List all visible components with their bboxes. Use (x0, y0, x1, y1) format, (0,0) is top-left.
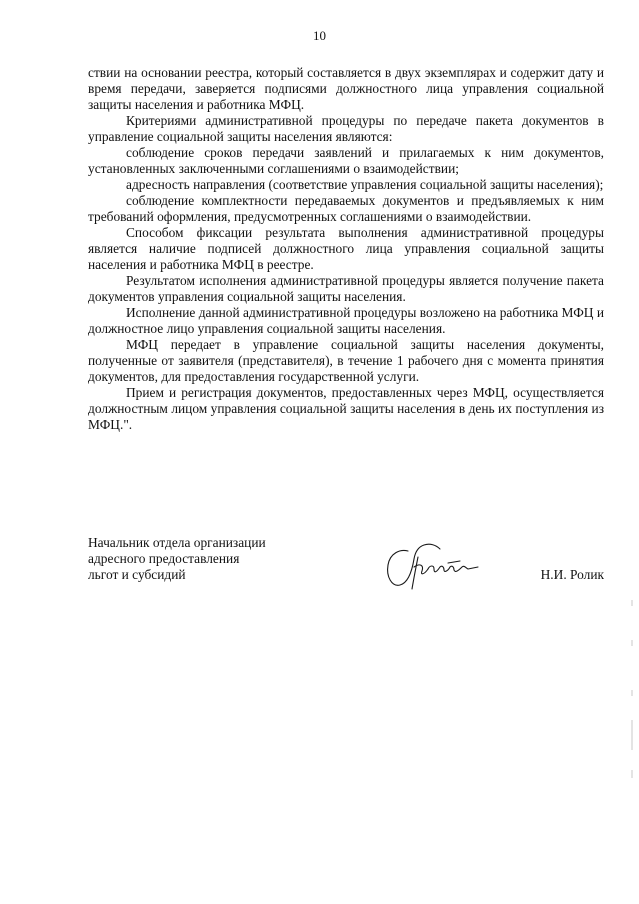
signer-position-line-1: Начальник отдела организации (88, 535, 266, 550)
signer-name: Н.И. Ролик (540, 567, 604, 582)
signer-position-line-3: льгот и субсидий (88, 567, 186, 582)
paragraph-4: адресность направления (соответствие управления социальной защиты населения); (126, 177, 604, 192)
signature-block (88, 535, 604, 583)
signer-position (88, 535, 604, 583)
paragraph-6: Способом фиксации результата выполнения административной процедуры является наличие подписей должностного лица управления социальной защиты населения и работника МФЦ в реестре. (88, 225, 604, 272)
paragraph-2: Критериями административной процедуры по передаче пакета документов в управление социальной защиты населения являются: (88, 113, 604, 144)
handwritten-signature (378, 537, 488, 597)
scan-margin-marks (629, 600, 635, 780)
paragraph-5: соблюдение комплектности передаваемых документов и предъявляемых к ним требований оформления, предусмотренных соглашениями о взаимодействии. (88, 193, 604, 224)
page-number: 10 (313, 28, 326, 43)
paragraph-9: МФЦ передает в управление социальной защиты населения документы, полученные от заявителя (представителя), в течение 1 рабочего дня с момента принятия документов, для предоставления государственной услуги. (88, 337, 604, 384)
signer-position-line-2: адресного предоставления (88, 551, 240, 566)
paragraph-10: Прием и регистрация документов, предоставленных через МФЦ, осуществляется должностным лицом управления социальной защиты населения в день их поступления из МФЦ.". (88, 385, 604, 432)
paragraph-8: Исполнение данной административной процедуры возложено на работника МФЦ и должностное лицо управления социальной защиты населения. (88, 305, 604, 336)
document-body (88, 65, 604, 433)
paragraph-3: соблюдение сроков передачи заявлений и прилагаемых к ним документов, установленных заключенными соглашениями о взаимодействии; (88, 145, 604, 176)
paragraph-7: Результатом исполнения административной процедуры является получение пакета документов управления социальной защиты населения. (88, 273, 604, 304)
paragraph-1: ствии на основании реестра, который составляется в двух экземплярах и содержит дату и время передачи, заверяется подписями должностного лица управления социальной защиты населения и работника МФЦ. (88, 65, 604, 112)
